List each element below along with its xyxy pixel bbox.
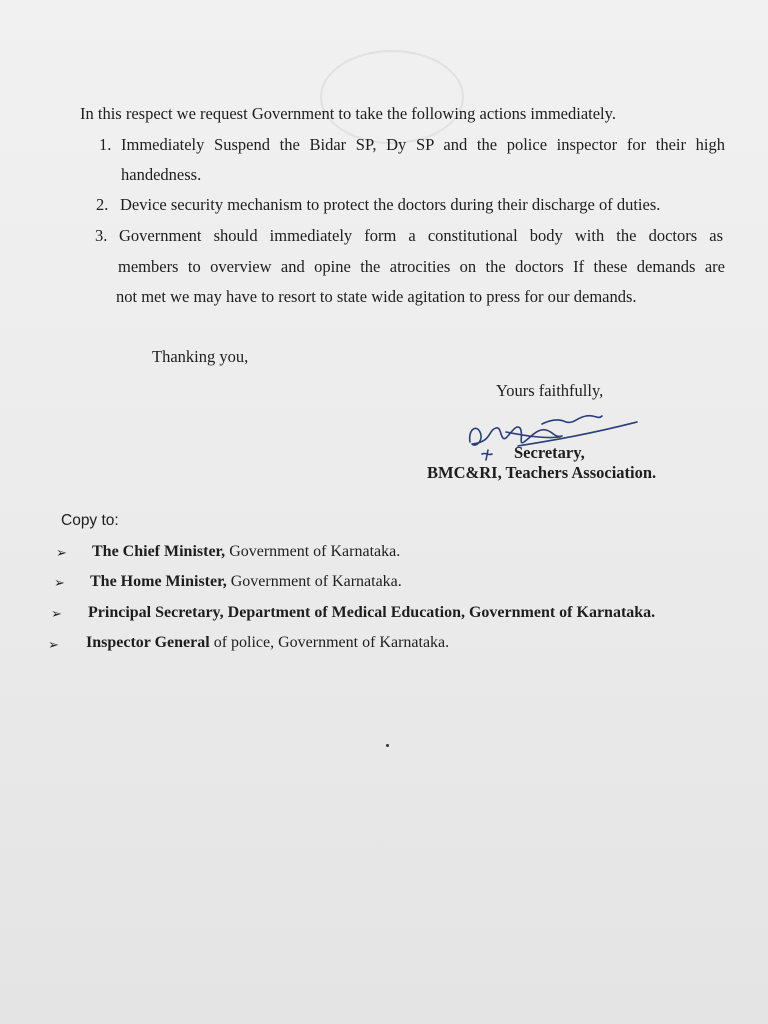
demand-2-number: 2.: [96, 195, 109, 214]
demand-1-number: 1.: [99, 135, 112, 154]
recipient-body: of police, Government of Karnataka.: [213, 634, 450, 651]
copy-to-heading: Copy to:: [61, 512, 119, 529]
thanking-you: Thanking you,: [152, 347, 249, 366]
copy-recipient: [92, 543, 400, 561]
signatory-organization: BMC&RI, Teachers Association.: [427, 463, 657, 482]
recipient-office: The Chief Minister,: [92, 543, 226, 560]
ink-speck: [386, 744, 389, 747]
faint-seal-watermark: [320, 50, 464, 144]
copy-recipient: [88, 604, 655, 622]
demand-3-number: 3.: [95, 226, 108, 245]
recipient-body: Government of Karnataka.: [229, 543, 401, 560]
demand-3-line-1: Government should immediately form a constitutional body with the doctors as: [119, 226, 723, 245]
intro-paragraph: In this respect we request Government to take the following actions immediately.: [80, 104, 616, 123]
arrow-bullet-icon: ➢: [48, 638, 59, 653]
demand-3-line-2: members to overview and opine the atrocities on the doctors If these demands are: [118, 257, 725, 276]
demand-3-line-3: not met we may have to resort to state wide agitation to press for our demands.: [116, 287, 637, 306]
demand-1-line-2: handedness.: [121, 165, 202, 184]
signatory-title: Secretary,: [514, 443, 585, 462]
recipient-office: The Home Minister,: [90, 573, 227, 590]
copy-recipient: [90, 573, 402, 591]
recipient-office: Inspector General: [86, 634, 210, 651]
demand-1-line-1: Immediately Suspend the Bidar SP, Dy SP and the police inspector for their high: [121, 135, 725, 154]
arrow-bullet-icon: ➢: [56, 546, 67, 561]
yours-faithfully: Yours faithfully,: [496, 381, 604, 400]
recipient-body: Government of Karnataka.: [230, 573, 402, 590]
arrow-bullet-icon: ➢: [51, 607, 62, 622]
demand-2-line-1: Device security mechanism to protect the doctors during their discharge of duties.: [120, 195, 661, 214]
copy-recipient: [86, 634, 449, 652]
recipient-office: Principal Secretary, Department of Medical Education, Government of Karnataka.: [88, 604, 656, 621]
arrow-bullet-icon: ➢: [54, 576, 65, 591]
